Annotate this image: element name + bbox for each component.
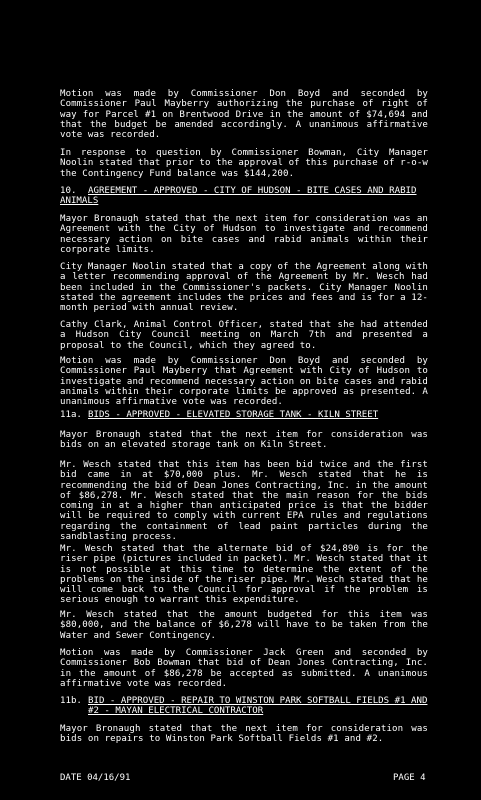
paragraph-agreement-hudson: Mayor Bronaugh stated that the next item for consideration was an Agreement with the City of Hudson to investigate and recommend necessary action on bite cases and rabid animals within their corporate limits. — [60, 214, 428, 255]
paragraph-animal-control-officer: Cathy Clark, Animal Control Officer, stated that she had attended a Hudson City Council meeting on March 7th and presented a proposal to the Council, which they agreed to. — [60, 320, 428, 351]
section-title: BID - APPROVED - REPAIR TO WINSTON PARK SOFTBALL FIELDS #1 AND #2 - MAYAN ELECTRICAL CONTRACTOR — [88, 696, 428, 717]
section-heading-11b — [60, 696, 428, 717]
paragraph-motion-right-of-way: Motion was made by Commissioner Don Boyd and seconded by Commissioner Paul Mayberry authorizing the purchase of right of way for Parcel #1 on Brentwood Drive in the amount of $74,694 and that the budget be amended accordingly. A unanimous affirmative vote was recorded. — [60, 89, 428, 141]
paragraph-contingency-fund: In response to question by Commissioner Bowman, City Manager Noolin stated that prior to the approval of this purchase of r-o-w the Contingency Fund balance was $144,200. — [60, 148, 428, 179]
paragraph-motion-bid-acceptance: Motion was made by Commissioner Jack Green and seconded by Commissioner Bob Bowman that bid of Dean Jones Contracting, Inc. in the amount of $86,278 be accepted as submitted. A unanimous affirmative vote was recorded. — [60, 648, 428, 689]
paragraph-alternate-bid: Mr. Wesch stated that the alternate bid of $24,890 is for the riser pipe (pictures included in packet). Mr. Wesch stated that it is not possible at this time to determine the extent of the problems on the inside of the riser pipe. Mr. Wesch stated that he will come back to the Council for approval if the problem is serious enough to warrant this expenditure. — [60, 544, 428, 606]
section-number: 10. — [60, 186, 77, 196]
paragraph-wesch-bid-history: Mr. Wesch stated that this item has been bid twice and the first bid came in at $70,000 plus. Mr. Wesch stated that he is recommending the bid of Dean Jones Contracting, Inc. in the amount of $86,278. Mr. Wesch stated that the main reason for the bids coming in at a higher than anticipated price is that the bidder will be required to comply with current EPA rules and regulations regarding the containment of lead paint particles during the sandblasting process. — [60, 460, 428, 543]
section-title: BIDS - APPROVED - ELEVATED STORAGE TANK - KILN STREET — [88, 410, 379, 420]
footer-page-number: PAGE 4 — [393, 773, 426, 783]
paragraph-amount-budgeted: Mr. Wesch stated that the amount budgeted for this item was $80,000, and the balance of $6,278 will have to be taken from the Water and Sewer Contingency. — [60, 610, 428, 641]
paragraph-softball-bids: Mayor Bronaugh stated that the next item for consideration was bids on repairs to Winston Park Softball Fields #1 and #2. — [60, 724, 428, 745]
section-number: 11b. — [60, 696, 82, 706]
section-heading-10 — [60, 186, 428, 207]
paragraph-storage-tank-bids: Mayor Bronaugh stated that the next item for consideration was bids on an elevated storage tank on Kiln Street. — [60, 430, 428, 451]
section-number: 11a. — [60, 410, 82, 420]
paragraph-city-manager-agreement: City Manager Noolin stated that a copy of the Agreement along with a letter recommending approval of the Agreement by Mr. Wesch had been included in the Commissioner's packets. City Manager Noolin stated the agreement includes the prices and fees and is for a 12-month period with annual review. — [60, 262, 428, 314]
footer-date: DATE 04/16/91 — [60, 773, 131, 783]
section-heading-11a — [60, 410, 428, 420]
paragraph-motion-agreement: Motion was made by Commissioner Don Boyd and seconded by Commissioner Paul Mayberry that Agreement with City of Hudson to investigate and recommend necessary action on bite cases and rabid animals within their corporate limits be approved as presented. A unanimous affirmative vote was recorded. — [60, 356, 428, 408]
section-title: AGREEMENT - APPROVED - CITY OF HUDSON - BITE CASES AND RABID ANIMALS — [60, 186, 417, 207]
